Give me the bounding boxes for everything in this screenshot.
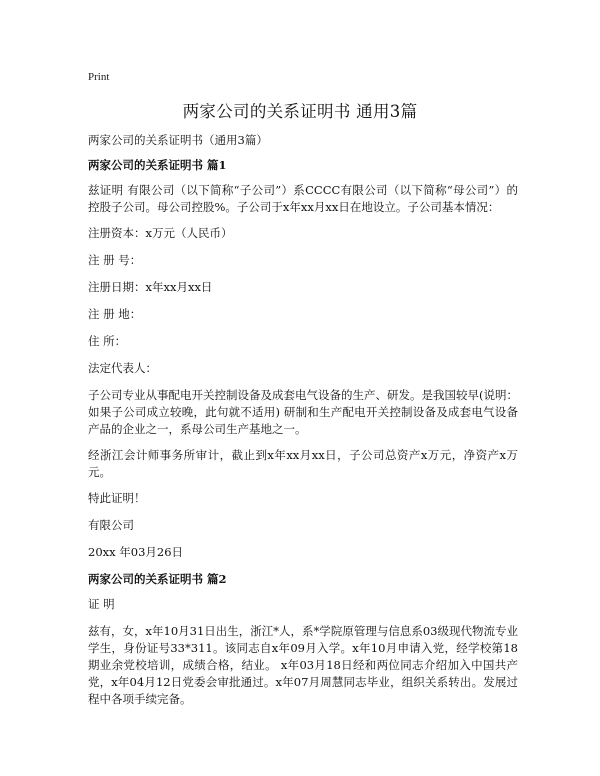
document-title: 两家公司的关系证明书 通用3篇 [182,102,418,121]
section1-date: 20xx 年03月26日 [88,545,184,559]
registered-capital: 注册资本：x万元（人民币） [88,226,233,240]
registration-number: 注 册 号： [88,253,142,267]
document-subtitle: 两家公司的关系证明书（通用3篇） [88,133,268,147]
registration-place: 注 册 地： [88,307,142,321]
section1-closing: 特此证明！ [88,491,146,505]
section1-audit: 经浙江会计师事务所审计，截止到x年xx月xx日，子公司总资产x万元，净资产x万元。 [88,448,518,479]
legal-representative: 法定代表人： [88,361,157,375]
section2-body: 兹有，女，x年10月31日出生，浙江*人，系*学院原管理与信息系03级现代物流专业学生，身份证号33*311。该同志自x年09月入学。x年10月申请入党，经学校第18期业余党校培训，成绩合格，结业。 x年03月18日经和两位同志介绍加入中国共产党，x年04月12日党委会审批通过。x年07月周慧同志毕业，组织关系转出。发展过程中各项手续完备。 [88,624,518,706]
registration-date: 注册日期：x年xx月xx日 [88,280,213,294]
residence: 住 所： [88,334,127,348]
section1-business: 子公司专业从事配电开关控制设备及成套电气设备的生产、研发。是我国较早(说明：如果子公司成立较晚，此句就不适用) 研制和生产配电开关控制设备及成套电气设备产品的企业之一，系母公司生产基地之一。 [88,388,518,436]
document-body [88,132,518,717]
section1-heading: 两家公司的关系证明书 篇1 [88,158,227,172]
section1-company: 有限公司 [88,518,134,532]
section2-heading: 两家公司的关系证明书 篇2 [88,572,227,586]
section1-intro: 兹证明 有限公司（以下简称“子公司”）系CCCC有限公司（以下简称“母公司”）的控股子公司。母公司控股%。子公司于x年xx月xx日在地设立。子公司基本情况： [88,183,518,214]
print-label: Print [88,71,110,83]
section2-label: 证 明 [88,597,115,611]
